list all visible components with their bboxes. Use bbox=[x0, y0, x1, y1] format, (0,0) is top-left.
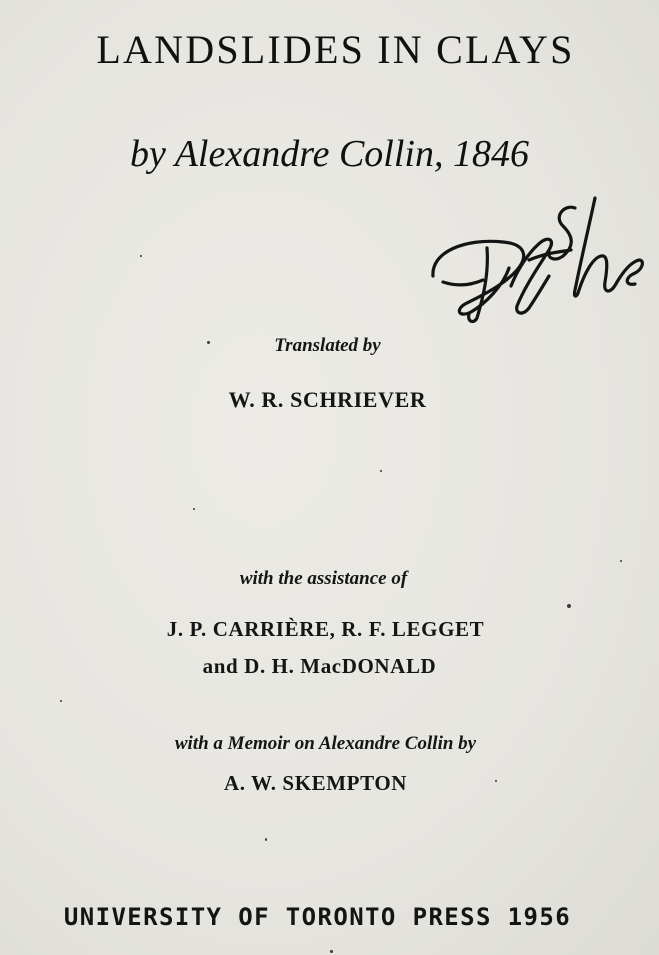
assistants-line-2: and D. H. MacDONALD bbox=[202, 654, 437, 678]
assistants-line-1: J. P. CARRIÈRE, R. F. LEGGET bbox=[166, 617, 485, 641]
paper-speck bbox=[567, 604, 571, 608]
paper-speck bbox=[193, 508, 195, 510]
publisher-line: UNIVERSITY OF TORONTO PRESS 1956 bbox=[63, 903, 572, 931]
paper-speck bbox=[140, 255, 142, 257]
handwritten-signature bbox=[425, 190, 647, 330]
memoir-label: with a Memoir on Alexandre Collin by bbox=[174, 733, 477, 754]
paper-speck bbox=[265, 838, 267, 841]
translated-by-label: Translated by bbox=[274, 335, 381, 356]
assistance-label: with the assistance of bbox=[239, 568, 408, 589]
paper-speck bbox=[495, 780, 497, 782]
paper-speck bbox=[207, 341, 210, 344]
memoir-author: A. W. SKEMPTON bbox=[223, 771, 408, 795]
paper-speck bbox=[60, 700, 62, 702]
paper-speck bbox=[380, 470, 382, 472]
book-title: LANDSLIDES IN CLAYS bbox=[96, 27, 575, 72]
paper-speck bbox=[330, 950, 333, 953]
translator-name: W. R. SCHRIEVER bbox=[228, 387, 427, 412]
author-line: by Alexandre Collin, 1846 bbox=[130, 133, 529, 175]
paper-speck bbox=[620, 560, 622, 562]
